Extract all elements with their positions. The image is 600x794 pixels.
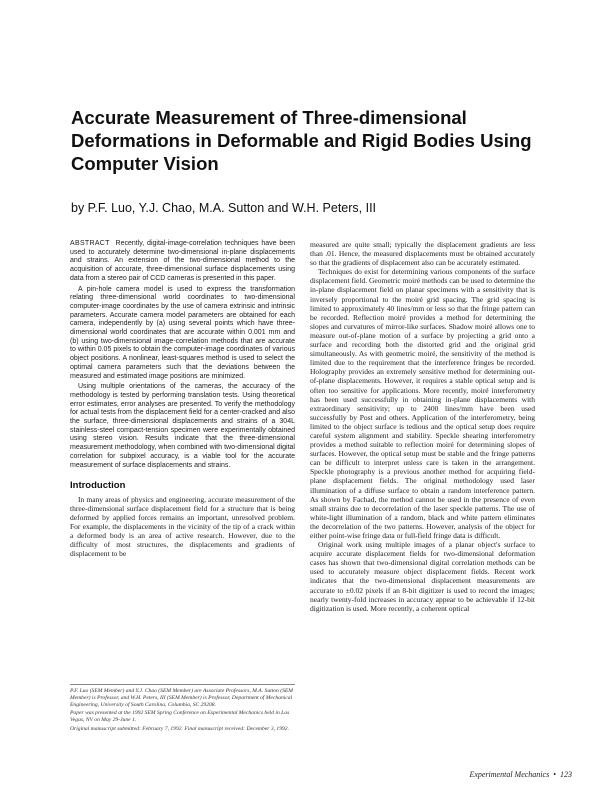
abstract-paragraph-1 — [70, 240, 295, 284]
body-paragraph-original-work: Original work using multiple images of a planar object's surface to acquire accurate displacement fields for two-dimensional deformation cases has shown that two-dimensional digital correlation methods can be used to accurately measure object displacement fields. Recent work indicates that the two-dimensional displacement measurements are accurate to ±0.02 pixels if an 8-bit digitizer is used to record the images; nearly twenty-fold increases in accuracy appear to be achievable if 12-bit digitization is used. More recently, a coherent optical — [310, 540, 535, 613]
article-title: Accurate Measurement of Three-dimensional Deformations in Deformable and Rigid Bodies Using Computer Vision — [71, 107, 532, 174]
author-byline: by P.F. Luo, Y.J. Chao, M.A. Sutton and W.H. Peters, III — [71, 201, 377, 215]
footnote-block — [70, 684, 295, 735]
footnote-affiliation: P.F. Luo (SEM Member) and Y.J. Chao (SEM Member) are Associate Professors, M.A. Sutton (SEM Member) is Professor, and W.H. Peters, III (SEM Member) is Professor, Department of Mechanical Engineering, University of South Carolina, Columbia, SC 29208. — [70, 688, 293, 708]
journal-name: Experimental Mechanics — [469, 770, 550, 779]
introduction-paragraph-1: In many areas of physics and engineering, accurate measurement of the three-dimensional surface displacement field for a structure that is being deformed by applied forces remains an important, unresolved problem. For example, the displacements in the vicinity of the tip of a crack within a deformed body is an area of active research. However, due to the difficulty of most structures, the displacements and gradients of displacement to be — [70, 495, 295, 559]
abstract-paragraph-3: Using multiple orientations of the cameras, the accuracy of the methodology is tested by performing translation tests. Using theoretical error estimates, error analyses are presented. To verify the methodology for actual tests from the displacement field for a center-cracked and also the surface, three-dimensional displacements and strains of a 304L stainless-steel compact-tension specimen were experimentally obtained using stereo vision. Results indicate that the three-dimensional measurement methodology, when combined with two-dimensional digital correlation for subpixel accuracy, is a viable tool for the accurate measurement of surface displacements and strains. — [70, 383, 295, 469]
page-number: 123 — [560, 770, 572, 779]
abstract-heading: ABSTRACT — [70, 240, 110, 247]
left-column — [70, 240, 295, 558]
body-paragraph-techniques: Techniques do exist for determining various components of the surface displacement field. Geometric moiré methods can be used to determine the in-plane displacement field on planar specimens with a sensitivity that is inversely proportional to the moiré grid spacing. The grid spacing is limited to approximately 40 lines/mm or less so that the fringe pattern can be recorded. Reflection moiré provides a method for determining the slopes and curvatures of mirror-like surfaces. Shadow moiré allows one to measure out-of-plane motion of a surface by projecting a grid onto a surface and recording both the distorted grid and the original grid simultaneously. As with geometric moiré, the sensitivity of the method is limited due to the requirement that the interference fringes be recorded. Holography provides an extremely sensitive method for determining out-of-plane displacements. However, it requires a stable optical setup and is often too sensitive for applications. More recently, moiré interferometry has been used successfully in obtaining in-plane displacements with extraordinary sensitivity; up to 2400 lines/mm have been used successfully by Post and others. Application of the interferometry, being limited to the object surface is tedious and the optical setup does require careful system alignment and stability. Speckle shearing interferometry provides a method suitable to reflection moiré for determining slopes of surfaces. However, the optical setup must be stable and the fringe patterns can be difficult to interpret unless care is taken in the arrangement. Speckle photography is a previous another method for acquiring field-plane displacement fields. The original methodology used laser illumination of a diffuse surface to obtain a random interference pattern. As shown by Fachad, the method cannot be used in the presence of even small strains due to decorrelation of the laser speckle patterns. The use of white-light illumination of a random, black and white pattern eliminates the decorrelation of the two patterns. However, analysis of the object for either point-wise fringe data or full-field fringe data is difficult. — [310, 267, 535, 540]
abstract — [70, 240, 295, 470]
footnote-dates: Original manuscript submitted: February 7, 1992. Final manuscript received: December 3, 1992. — [70, 725, 289, 732]
section-heading-introduction: Introduction — [70, 480, 126, 492]
footnote-presented: Paper was presented at the 1992 SEM Spring Conference on Experimental Mechanics held in Las Vegas, NV on May 29-June 1. — [70, 710, 290, 724]
right-column — [310, 240, 535, 613]
body-paragraph-continued: measured are quite small; typically the displacement gradients are less than .01. Hence, the measured displacements must be obtained accurately so that the gradients of displacement also can be accurately estimated. — [310, 240, 535, 268]
running-footer — [469, 770, 572, 779]
abstract-text-1: Recently, digital-image-correlation techniques have been used to accurately determine two-dimensional in-plane displacements and strains. An extension of the two-dimensional method to the acquisition of accurate, three-dimensional surface displacements using data from a stereo pair of CCD cameras is presented in this paper. — [70, 240, 296, 282]
abstract-paragraph-2: A pin-hole camera model is used to express the transformation relating three-dimensional world coordinates to two-dimensional computer-image coordinates by the use of camera extrinsic and intrinsic parameters. Accurate camera model parameters are obtained for each camera, independently by (a) using several points which have three-dimensional world coordinates that are accurate within 0.001 mm and (b) using two-dimensional image-correlation methods that are accurate to within 0.05 pixels to obtain the computer-image coordinates of various object positions. A nonlinear, least-squares method is used to select the optimal camera parameters such that the deviations between the measured and estimated image positions are minimized. — [70, 285, 295, 380]
footer-separator: • — [553, 770, 556, 779]
